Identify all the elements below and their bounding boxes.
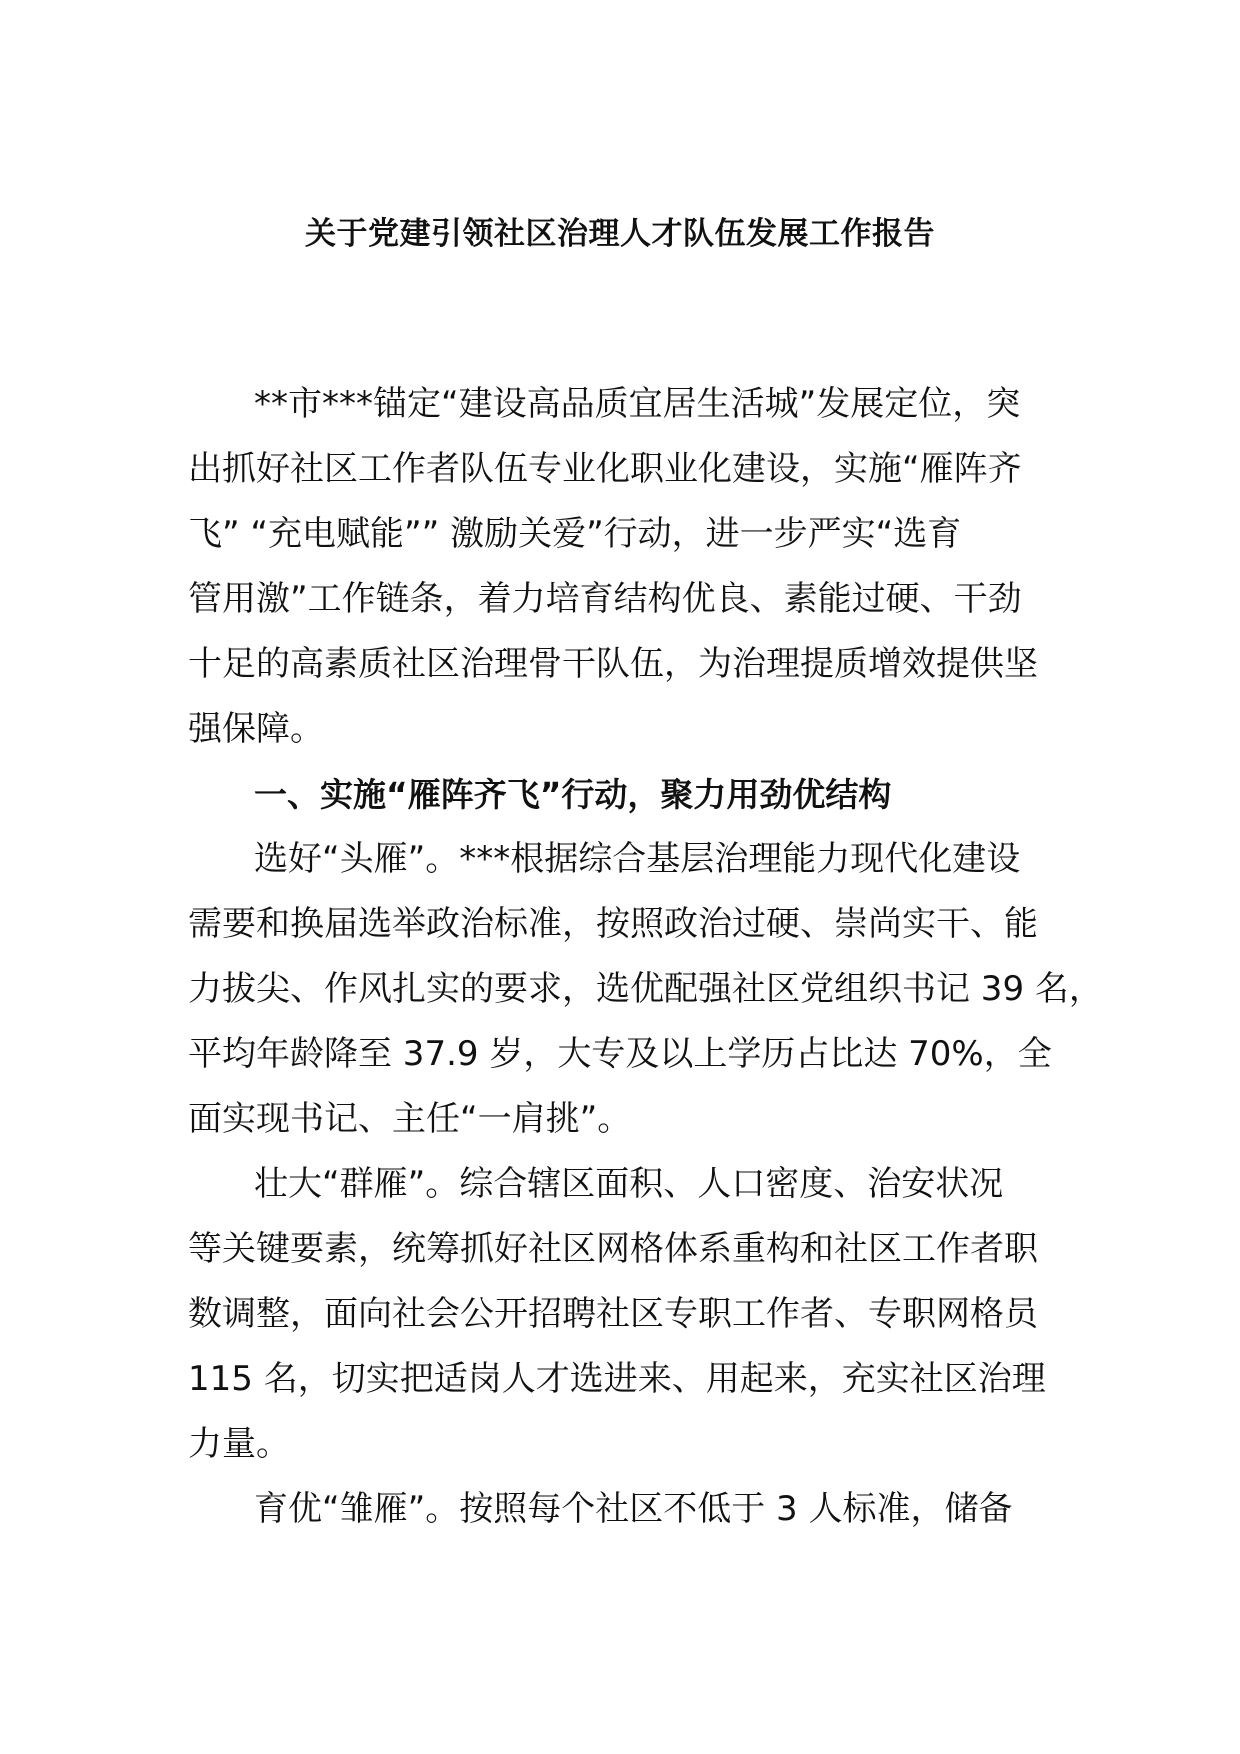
paragraph-line: 壮大“群雁”。综合辖区面积、人口密度、治安状况 [254, 1164, 1004, 1204]
paragraph-line: 出抓好社区工作者队伍专业化职业化建设，实施“雁阵齐 [188, 449, 1022, 489]
paragraph-line: **市***锚定“建设高品质宜居生活城”发展定位，突 [254, 384, 1021, 424]
paragraph-line: 力量。 [188, 1424, 290, 1464]
paragraph-line: 平均年龄降至 37.9 岁，大专及以上学历占比达 70%，全 [188, 1034, 1052, 1074]
paragraph-line: 十足的高素质社区治理骨干队伍，为治理提质增效提供坚 [188, 644, 1038, 684]
paragraph-line: 管用激”工作链条，着力培育结构优良、素能过硬、干劲 [188, 579, 1022, 619]
paragraph-line: 需要和换届选举政治标准，按照政治过硬、崇尚实干、能 [188, 904, 1038, 944]
paragraph-line: 面实现书记、主任“一肩挑”。 [188, 1099, 632, 1139]
section-heading: 一、实施“雁阵齐飞”行动，聚力用劲优结构 [254, 775, 892, 814]
paragraph-line: 飞” “充电赋能”” 激励关爱”行动，进一步严实“选育 [188, 514, 962, 554]
paragraph-line: 等关键要素，统筹抓好社区网格体系重构和社区工作者职 [188, 1229, 1038, 1269]
paragraph-line: 力拔尖、作风扎实的要求，选优配强社区党组织书记 39 名， [188, 969, 1103, 1009]
paragraph-line: 选好“头雁”。***根据综合基层治理能力现代化建设 [254, 839, 1021, 879]
paragraph-line: 115 名，切实把适岗人才选进来、用起来，充实社区治理 [188, 1359, 1046, 1399]
document-title: 关于党建引领社区治理人才队伍发展工作报告 [305, 216, 935, 252]
paragraph-line: 育优“雏雁”。按照每个社区不低于 3 人标准，储备 [254, 1489, 1013, 1529]
document-body [188, 372, 1103, 1542]
paragraph-line: 强保障。 [188, 709, 324, 749]
paragraph-line: 数调整，面向社会公开招聘社区专职工作者、专职网格员 [188, 1294, 1038, 1334]
